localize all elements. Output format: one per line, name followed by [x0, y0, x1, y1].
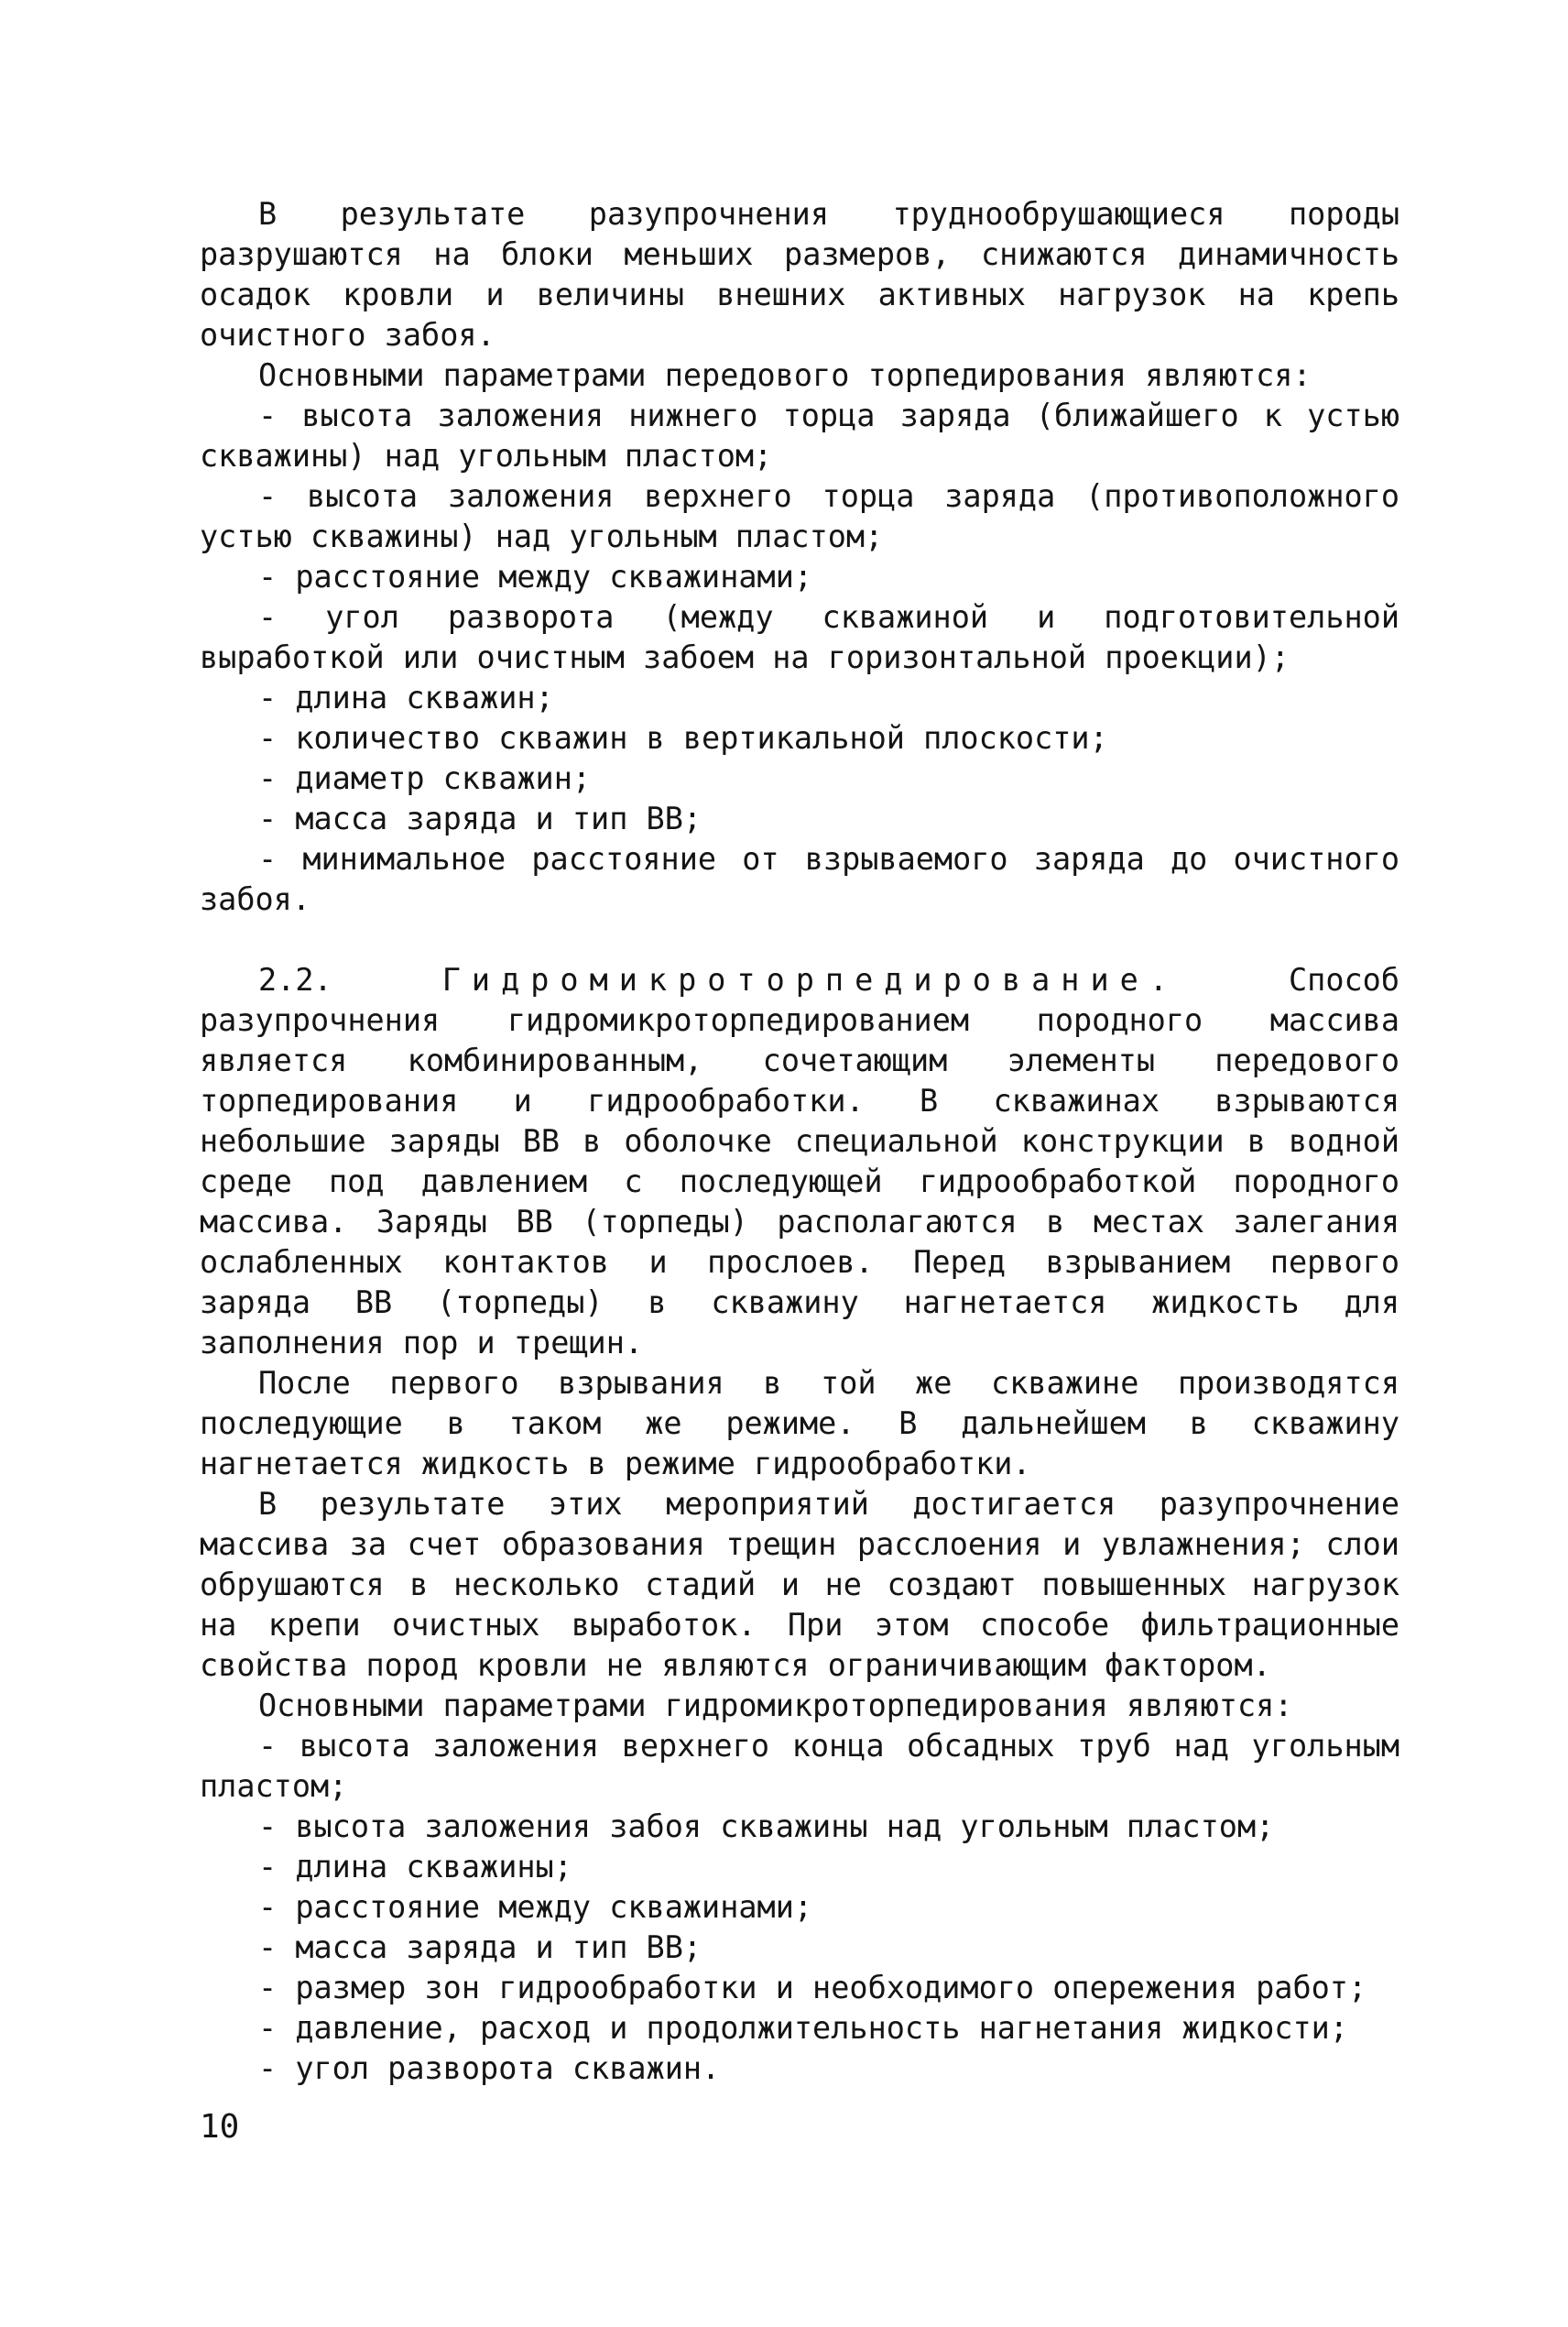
list-item: - диаметр скважин;	[258, 760, 592, 796]
list-item: - длина скважин;	[258, 680, 554, 716]
section1-params-list	[200, 396, 1399, 920]
list-item: - количество скважин в вертикальной плоскости;	[258, 720, 1108, 756]
list-item: - высота заложения верхнего конца обсадных труб над угольным пластом;	[200, 1728, 1399, 1804]
list-item: - расстояние между скважинами;	[258, 1889, 813, 1925]
page-body	[200, 194, 1399, 2089]
list-item: - угол разворота скважин.	[258, 2050, 721, 2086]
page-number: 10	[200, 2108, 240, 2146]
list-item: - высота заложения верхнего торца заряда (противоположного устью скважины) над угольным пластом;	[200, 478, 1399, 554]
section2-intro-text: Способ разупрочнения гидромикроторпедированием породного массива является комбинированным, сочетающим элементы передового торпедирования и гидрообработки. В скважинах взрываются небольшие заряды ВВ в оболочке специальной конструкции в водной среде под давлением с последующей гидрообработкой породного массива. Заряды ВВ (торпеды) располагаются в местах залегания ослабленных контактов и прослоев. Перед взрыванием первого заряда ВВ (торпеды) в скважину нагнетается жидкость для заполнения пор и трещин.	[200, 962, 1400, 1360]
section1-params-intro: Основными параметрами передового торпедирования являются:	[258, 357, 1312, 393]
section2-params-list	[200, 1726, 1399, 2089]
list-item: - расстояние между скважинами;	[258, 559, 813, 595]
list-item: - длина скважины;	[258, 1849, 572, 1885]
section2-params-intro: Основными параметрами гидромикроторпедирования являются:	[258, 1688, 1293, 1723]
section-spacer	[200, 920, 1399, 960]
section2-intro-paragraph	[200, 960, 1399, 1363]
section-number: 2.2.	[258, 962, 332, 998]
list-item: - высота заложения забоя скважины над угольным пластом;	[258, 1808, 1275, 1844]
list-item: - высота заложения нижнего торца заряда (ближайшего к устью скважины) над угольным пластом;	[200, 398, 1399, 474]
list-item: - угол разворота (между скважиной и подготовительной выработкой или очистным забоем на горизонтальной проекции);	[200, 599, 1399, 675]
section2-paragraph-3: В результате этих мероприятий достигается разупрочнение массива за счет образования трещин расслоения и увлажнения; слои обрушаются в несколько стадий и не создают повышенных нагрузок на крепи очистных выработок. При этом способе фильтрационные свойства пород кровли не являются ограничивающим фактором.	[200, 1486, 1399, 1683]
section1-intro-paragraph: В результате разупрочнения труднообрушающиеся породы разрушаются на блоки меньших размеров, снижаются динамичность осадок кровли и величины внешних активных нагрузок на крепь очистного забоя.	[200, 196, 1399, 353]
list-item: - минимальное расстояние от взрываемого заряда до очистного забоя.	[200, 841, 1399, 917]
list-item: - масса заряда и тип ВВ;	[258, 801, 702, 836]
list-item: - давление, расход и продолжительность нагнетания жидкости;	[258, 2010, 1348, 2046]
list-item: - масса заряда и тип ВВ;	[258, 1929, 702, 1965]
section2-paragraph-2: После первого взрывания в той же скважине производятся последующие в таком же режиме. В дальнейшем в скважину нагнетается жидкость в режиме гидрообработки.	[200, 1365, 1399, 1481]
section-title: Гидромикроторпедирование.	[441, 962, 1179, 998]
list-item: - размер зон гидрообработки и необходимого опережения работ;	[258, 1970, 1367, 2005]
